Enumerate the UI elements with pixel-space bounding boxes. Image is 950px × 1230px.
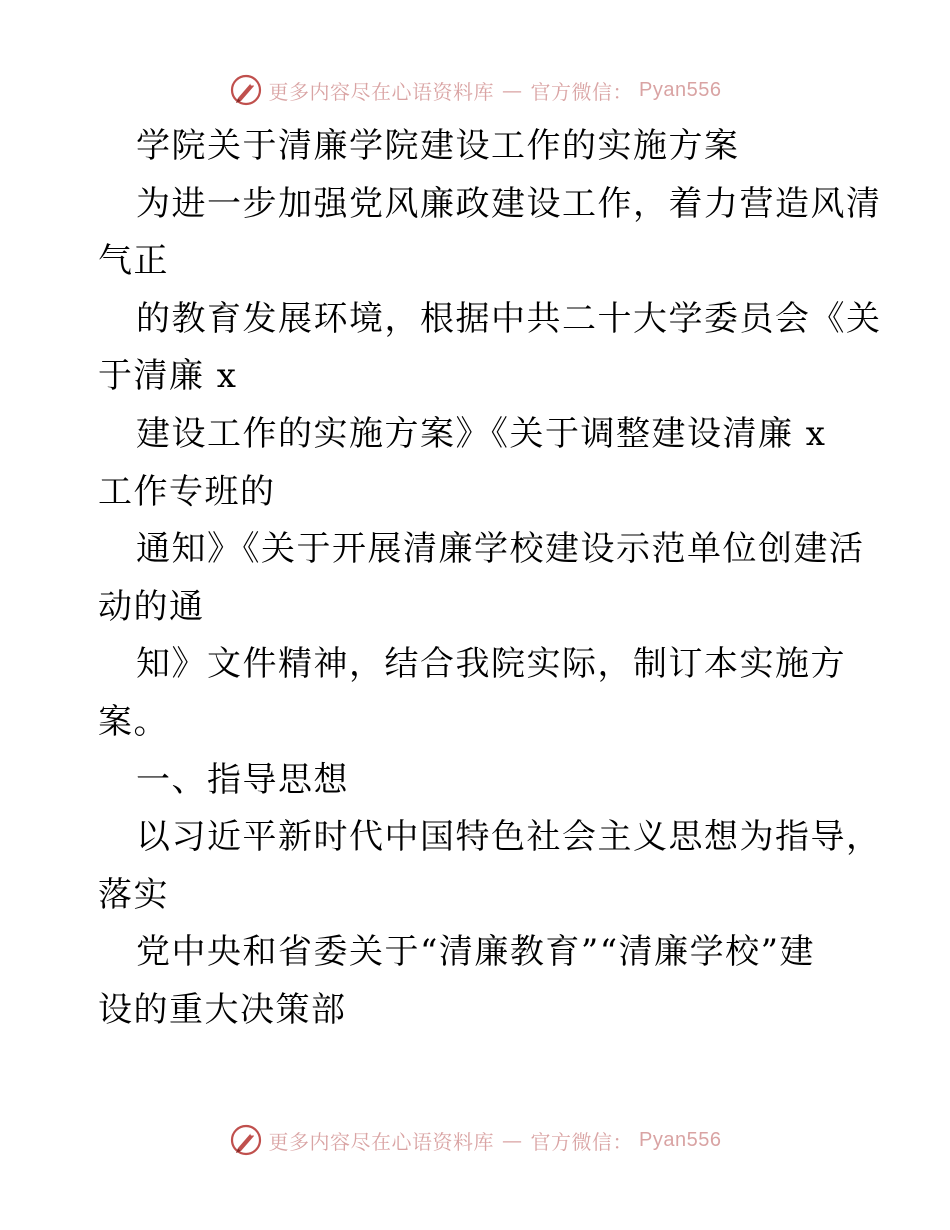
document-body: [98, 118, 882, 1040]
watermark-id: Pyan556: [639, 1128, 722, 1151]
pen-logo-icon: [229, 1123, 263, 1157]
text-line: 以习近平新时代中国特色社会主义思想为指导，: [136, 817, 882, 858]
text-line: 案。: [98, 701, 169, 742]
watermark-separator: —: [502, 1128, 523, 1152]
text-line: 气正: [98, 241, 169, 282]
text-line: 党中央和省委关于“清廉教育”“清廉学校”建: [136, 932, 816, 973]
text-line: 为进一步加强党风廉政建设工作，着力营造风清: [136, 183, 882, 224]
text-line: 于清廉 x: [98, 356, 238, 397]
text-line: 设的重大决策部: [98, 989, 347, 1030]
watermark-text: 更多内容尽在心语资料库: [268, 79, 495, 104]
text-line: 知》文件精神，结合我院实际，制订本实施方: [136, 644, 846, 685]
text-line: 动的通: [98, 586, 205, 627]
text-line: 一、指导思想: [136, 759, 349, 800]
text-line: 通知》《关于开展清廉学校建设示范单位创建活: [136, 529, 865, 570]
text-line: 学院关于清廉学院建设工作的实施方案: [136, 126, 740, 166]
text-line: 的教育发展环境，根据中共二十大学委员会《关: [136, 298, 882, 339]
watermark-id: Pyan556: [639, 78, 722, 101]
watermark-label: 官方微信：: [530, 1129, 634, 1154]
watermark-text: 更多内容尽在心语资料库: [268, 1129, 495, 1154]
watermark-separator: —: [502, 78, 523, 102]
pen-logo-icon: [229, 73, 263, 107]
watermark-header: [0, 70, 950, 110]
watermark-footer: [0, 1120, 950, 1160]
text-line: 落实: [98, 874, 169, 915]
text-line: 工作专班的: [98, 471, 276, 512]
watermark-label: 官方微信：: [530, 79, 634, 104]
text-line: 建设工作的实施方案》《关于调整建设清廉 x: [136, 413, 827, 454]
